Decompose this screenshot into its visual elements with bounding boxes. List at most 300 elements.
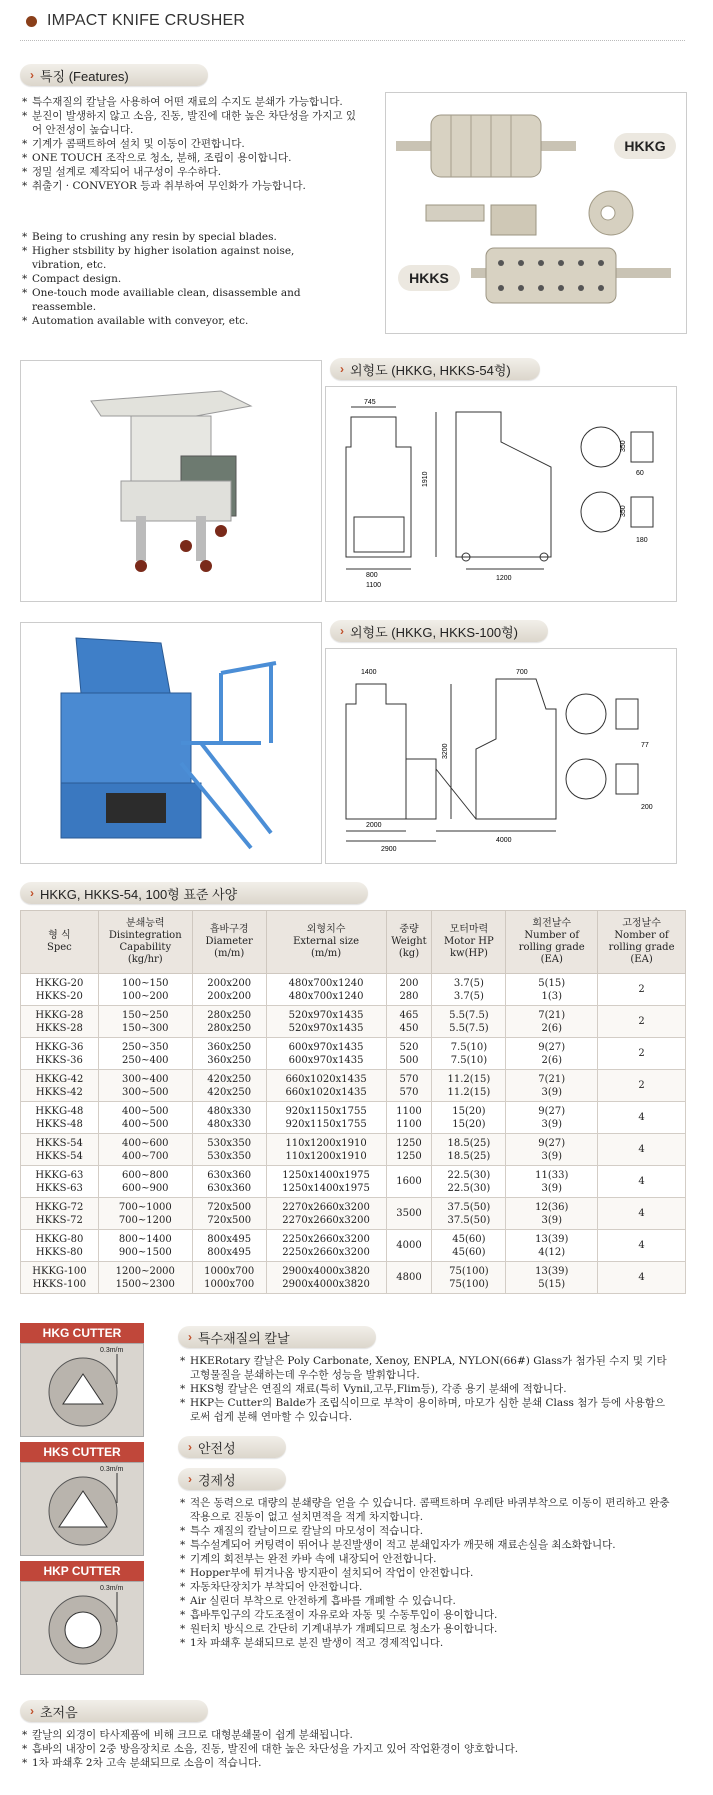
- cutter-card: [20, 1561, 144, 1675]
- cell-hp: [432, 974, 506, 1006]
- table-row: [21, 1102, 686, 1134]
- lownoise-item: * 1차 파쇄후 2차 고속 분쇄되므로 소음이 적습니다.: [22, 1756, 682, 1770]
- header-line: (kg/hr): [127, 954, 163, 965]
- blade-piece: [426, 205, 484, 221]
- header-line: (kg): [398, 948, 420, 959]
- cell-spec: [21, 1198, 99, 1230]
- cell-line: 18.5(25): [447, 1137, 491, 1149]
- cell-line: 1250: [396, 1150, 422, 1162]
- cell-ext: [266, 1230, 386, 1262]
- cell-line: HKKG-72: [35, 1201, 84, 1213]
- header-line: 모터마력: [449, 924, 489, 935]
- machine-photo-54: [20, 360, 322, 602]
- cell-line: 920x1150x1755: [285, 1105, 367, 1117]
- table-row: [21, 1230, 686, 1262]
- cell-fix: 2: [598, 1038, 686, 1070]
- cell-line: 22.5(30): [447, 1169, 491, 1181]
- spec-table: [20, 910, 686, 1294]
- cell-spec: [21, 1262, 99, 1294]
- cell-spec: [21, 974, 99, 1006]
- cell-line: 5.5(7.5): [449, 1009, 489, 1021]
- cell-cap: [98, 1230, 192, 1262]
- table-row: [21, 1038, 686, 1070]
- header-line: Number of: [524, 930, 580, 941]
- cell-line: HKKG-36: [35, 1041, 84, 1053]
- arrow-icon: ›: [188, 1440, 192, 1454]
- dim-3200: 3200: [442, 743, 449, 759]
- cell-hp: [432, 1166, 506, 1198]
- cell-line: HKKG-20: [35, 977, 84, 989]
- cutter-card: [20, 1323, 144, 1437]
- cell-dia: [192, 1070, 266, 1102]
- cell-line: 660x1020x1435: [285, 1073, 367, 1085]
- cell-line: 75(100): [449, 1278, 489, 1290]
- cell-line: 1250: [396, 1137, 422, 1149]
- header-line: Capability: [119, 942, 172, 953]
- cell-fix: 4: [598, 1262, 686, 1294]
- arrow-icon: ›: [188, 1330, 192, 1344]
- cell-wt: [386, 974, 432, 1006]
- cell-line: 480x330: [207, 1118, 252, 1130]
- cell-hp: [432, 1198, 506, 1230]
- dim-77: 77: [641, 742, 649, 749]
- cell-line: 800x495: [207, 1246, 252, 1258]
- cutter-diagram: [20, 1581, 144, 1675]
- header-line: (EA): [630, 954, 653, 965]
- safety-heading: › 안전성: [178, 1436, 286, 1458]
- header-line: Disintegration: [108, 930, 182, 941]
- header-line: 형 식: [48, 930, 71, 941]
- cell-wt: [386, 1262, 432, 1294]
- feature-item-ko: * 정밀 설계로 제작되어 내구성이 우수하다.: [22, 165, 362, 179]
- cell-hp: [432, 1262, 506, 1294]
- cell-line: 400~500: [121, 1105, 169, 1117]
- cell-line: HKKG-80: [35, 1233, 84, 1245]
- cell-fix: 4: [598, 1230, 686, 1262]
- cell-line: 9(27): [538, 1137, 566, 1149]
- cell-line: 45(60): [452, 1233, 486, 1245]
- cell-line: HKKS-20: [35, 990, 83, 1002]
- cell-line: 480x330: [207, 1105, 252, 1117]
- cell-line: 450: [399, 1022, 419, 1034]
- cell-rot: [506, 974, 598, 1006]
- header-line: Diameter: [205, 936, 253, 947]
- cell-ext: [266, 1070, 386, 1102]
- table-row: [21, 1134, 686, 1166]
- cutter-label: HKS CUTTER: [20, 1442, 144, 1462]
- cell-cap: [98, 974, 192, 1006]
- feature-item-en: * Higher stsbility by higher isolation against noise, vibration, etc.: [22, 244, 302, 272]
- cell-line: 465: [399, 1009, 419, 1021]
- table-row: [21, 1198, 686, 1230]
- header-line: (m/m): [214, 948, 245, 959]
- cell-fix: 2: [598, 974, 686, 1006]
- cell-rot: [506, 1166, 598, 1198]
- cell-line: 630x360: [207, 1169, 252, 1181]
- cell-spec: [21, 1038, 99, 1070]
- arrow-icon: ›: [340, 624, 344, 638]
- cell-line: 480x700x1240: [288, 977, 364, 989]
- cell-line: 3(9): [541, 1150, 562, 1162]
- cell-line: 280x250: [207, 1022, 252, 1034]
- cell-fix: 4: [598, 1166, 686, 1198]
- spec-col-header: [506, 911, 598, 974]
- cell-rot: [506, 1102, 598, 1134]
- feature-item-en: * Being to crushing any resin by special blades.: [22, 230, 302, 244]
- dim-1200: 1200: [496, 575, 512, 582]
- cell-rot: [506, 1134, 598, 1166]
- cell-line: 280: [399, 990, 419, 1002]
- cell-spec: [21, 1102, 99, 1134]
- cell-spec: [21, 1006, 99, 1038]
- spec-col-header: [192, 911, 266, 974]
- cell-line: 420x250: [207, 1073, 252, 1085]
- cell-line: 400~700: [121, 1150, 169, 1162]
- blade-item: * HKP는 Cutter의 Balde가 조립식이므로 부착이 용이하며, 마모가 심한 분쇄 Class 첨가 등에 사용함으로써 쉽게 분해 연마할 수 있습니다.: [180, 1396, 670, 1424]
- cell-hp: [432, 1070, 506, 1102]
- dim-1910: 1910: [422, 471, 429, 487]
- lownoise-item: * 칼날의 외경이 타사제품에 비해 크므로 대형분쇄물이 쉽게 분쇄됩니다.: [22, 1728, 682, 1742]
- cell-line: 2(6): [541, 1054, 562, 1066]
- blade-illustration: [386, 93, 686, 333]
- cell-rot: [506, 1198, 598, 1230]
- feature-item-ko: * 특수재질의 칼날을 사용하여 어떤 재료의 수지도 분쇄가 가능합니다.: [22, 95, 362, 109]
- cell-cap: [98, 1038, 192, 1070]
- cutter-diagram: [20, 1462, 144, 1556]
- cell-line: 520x970x1435: [288, 1022, 364, 1034]
- cell-ext: [266, 1102, 386, 1134]
- cell-line: 7(21): [538, 1073, 566, 1085]
- cell-dia: [192, 1230, 266, 1262]
- cell-cap: [98, 1166, 192, 1198]
- header-line: 회전날수: [532, 918, 572, 929]
- cell-line: HKKG-48: [35, 1105, 84, 1117]
- cell-line: 660x1020x1435: [285, 1086, 367, 1098]
- feature-item-ko: * 분진이 발생하지 않고 소음, 진동, 발진에 대한 높은 차단성을 가지고 있어 안전성이 높습니다.: [22, 109, 362, 137]
- header-line: External size: [293, 936, 360, 947]
- cell-line: 1000x700: [204, 1265, 255, 1277]
- cell-line: 3.7(5): [453, 977, 484, 989]
- cutter-gap: 0.3m/m: [100, 1585, 124, 1592]
- drawing-54: [325, 386, 677, 602]
- blade-item: * HKS형 칼날은 연질의 재료(특히 Vynil,고무,Flim등), 각종 용기 분쇄에 적합니다.: [180, 1382, 670, 1396]
- economy-heading: › 경제성: [178, 1468, 286, 1490]
- cell-line: 11.2(15): [447, 1086, 491, 1098]
- cell-line: 250~400: [121, 1054, 169, 1066]
- spec-col-header: [598, 911, 686, 974]
- cell-line: 530x350: [207, 1150, 252, 1162]
- dim-745: 745: [364, 399, 376, 406]
- feature-item-en: * Automation available with conveyor, etc.: [22, 314, 302, 328]
- cell-line: HKKS-36: [35, 1054, 83, 1066]
- spec-col-header: [266, 911, 386, 974]
- blade-piece: [491, 205, 536, 235]
- cutter-column: [20, 1323, 144, 1680]
- cell-line: 1600: [396, 1176, 422, 1187]
- cell-line: 300~400: [121, 1073, 169, 1085]
- cell-cap: [98, 1102, 192, 1134]
- spec-col-header: [386, 911, 432, 974]
- cell-line: 520x970x1435: [288, 1009, 364, 1021]
- spec-col-header: [98, 911, 192, 974]
- cell-hp: [432, 1038, 506, 1070]
- cell-line: 200x200: [207, 990, 252, 1002]
- arrow-icon: ›: [30, 68, 34, 82]
- cell-line: 18.5(25): [447, 1150, 491, 1162]
- cell-line: 12(36): [535, 1201, 569, 1213]
- cell-line: 2900x4000x3820: [282, 1265, 370, 1277]
- cell-line: 300~500: [121, 1086, 169, 1098]
- features-en-list: [22, 230, 302, 328]
- cell-line: 3500: [396, 1208, 422, 1219]
- cell-line: HKKS-54: [35, 1137, 83, 1149]
- machine-photo-100: [20, 622, 322, 864]
- cell-dia: [192, 1198, 266, 1230]
- cell-line: 630x360: [207, 1182, 252, 1194]
- economy-item: * 자동차단장치가 부착되어 안전합니다.: [180, 1580, 670, 1594]
- cell-wt: [386, 1102, 432, 1134]
- cell-line: HKKS-80: [35, 1246, 83, 1258]
- cell-line: 570: [399, 1073, 419, 1085]
- header-line: 흡바구경: [209, 924, 249, 935]
- cell-hp: [432, 1102, 506, 1134]
- cell-wt: [386, 1006, 432, 1038]
- cell-wt: [386, 1070, 432, 1102]
- cell-line: 2270x2660x3200: [282, 1201, 370, 1213]
- cell-line: 1250x1400x1975: [282, 1182, 370, 1194]
- cell-hp: [432, 1230, 506, 1262]
- cell-line: 800x495: [207, 1233, 252, 1245]
- dim-60: 60: [636, 470, 644, 477]
- features-ko-list: [22, 95, 362, 193]
- cell-line: 150~250: [121, 1009, 169, 1021]
- cell-line: 200: [399, 977, 419, 989]
- lownoise-list: [22, 1728, 682, 1770]
- cell-line: 3(9): [541, 1118, 562, 1130]
- cell-rot: [506, 1038, 598, 1070]
- cell-line: 7.5(10): [450, 1041, 488, 1053]
- dim-1400: 1400: [361, 669, 377, 676]
- cell-ext: [266, 1198, 386, 1230]
- cell-fix: 2: [598, 1070, 686, 1102]
- cell-cap: [98, 1198, 192, 1230]
- cell-line: 570: [399, 1086, 419, 1098]
- dwg100-heading: › 외형도 (HKKG, HKKS-100형): [330, 620, 548, 642]
- cell-line: 700~1200: [118, 1214, 172, 1226]
- cell-line: 15(20): [452, 1105, 486, 1117]
- dim-2900: 2900: [381, 846, 397, 853]
- cutter-label: HKP CUTTER: [20, 1561, 144, 1581]
- cell-line: HKKG-100: [32, 1265, 87, 1277]
- cell-cap: [98, 1006, 192, 1038]
- blade-item: * HKERotary 칼날은 Poly Carbonate, Xenoy, ENPLA, NYLON(66#) Glass가 첨가된 수지 및 기타 고형물질을 분쇄하는데 우수한 성능을 발휘합니다.: [180, 1354, 670, 1382]
- cell-line: 600x970x1435: [288, 1054, 364, 1066]
- cell-line: 5(15): [538, 977, 566, 989]
- dim-800: 800: [366, 572, 378, 579]
- cell-line: 480x700x1240: [288, 990, 364, 1002]
- cell-cap: [98, 1070, 192, 1102]
- cell-line: 600~900: [121, 1182, 169, 1194]
- header-line: Motor HP: [444, 936, 494, 947]
- cell-line: HKKG-42: [35, 1073, 84, 1085]
- cell-line: 600x970x1435: [288, 1041, 364, 1053]
- header-line: (EA): [540, 954, 563, 965]
- cell-line: 400~600: [121, 1137, 169, 1149]
- cell-hp: [432, 1006, 506, 1038]
- features-heading: › 특징 (Features): [20, 64, 208, 86]
- rotor-hkkg: [431, 115, 541, 177]
- cell-line: 22.5(30): [447, 1182, 491, 1194]
- economy-item: * Hopper부에 튀겨나옴 방지판이 설치되어 작업이 안전합니다.: [180, 1566, 670, 1580]
- dwg54-heading: › 외형도 (HKKG, HKKS-54형): [330, 358, 540, 380]
- cell-line: 1250x1400x1975: [282, 1169, 370, 1181]
- cell-spec: [21, 1230, 99, 1262]
- cell-spec: [21, 1166, 99, 1198]
- header-line: (m/m): [311, 948, 342, 959]
- cell-ext: [266, 1166, 386, 1198]
- cell-cap: [98, 1262, 192, 1294]
- feature-item-ko: * ONE TOUCH 조작으로 청소, 분해, 조립이 용이합니다.: [22, 151, 362, 165]
- cell-rot: [506, 1070, 598, 1102]
- rotor-hkks: [486, 248, 616, 303]
- cell-line: 4(12): [538, 1246, 566, 1258]
- cell-line: 600~800: [121, 1169, 169, 1181]
- table-row: [21, 1262, 686, 1294]
- header-line: 외형치수: [306, 924, 346, 935]
- header-line: Weight: [391, 936, 427, 947]
- header-line: 중량: [399, 924, 419, 935]
- cell-line: 500: [399, 1054, 419, 1066]
- arrow-icon: ›: [188, 1472, 192, 1486]
- feature-item-en: * One-touch mode availiable clean, disassemble and reassemble.: [22, 286, 302, 314]
- dim-350b: 350: [620, 505, 627, 517]
- cell-spec: [21, 1134, 99, 1166]
- header-line: 고정날수: [622, 918, 661, 929]
- cell-line: 800~1400: [118, 1233, 172, 1245]
- cell-line: 250~350: [121, 1041, 169, 1053]
- cell-dia: [192, 1262, 266, 1294]
- header-line: kw(HP): [449, 948, 488, 959]
- cell-line: 360x250: [207, 1054, 252, 1066]
- table-row: [21, 1166, 686, 1198]
- cell-line: 520: [399, 1041, 419, 1053]
- bullet-dot-icon: [26, 16, 37, 27]
- table-row: [21, 1070, 686, 1102]
- page-title: IMPACT KNIFE CRUSHER: [26, 12, 245, 30]
- spec-col-header: [21, 911, 99, 974]
- cell-line: 9(27): [538, 1041, 566, 1053]
- cell-fix: 4: [598, 1102, 686, 1134]
- label-hkks: HKKS: [398, 265, 460, 291]
- cell-line: 37.5(50): [447, 1214, 491, 1226]
- cell-line: 920x1150x1755: [285, 1118, 367, 1130]
- cell-line: 3.7(5): [453, 990, 484, 1002]
- cell-line: 2900x4000x3820: [282, 1278, 370, 1290]
- cell-line: 700~1000: [118, 1201, 172, 1213]
- cell-line: 5(15): [538, 1278, 566, 1290]
- cell-line: 360x250: [207, 1041, 252, 1053]
- drawing-100: [325, 648, 677, 864]
- economy-list: [180, 1496, 670, 1650]
- arrow-icon: ›: [30, 886, 34, 900]
- cell-line: 11.2(15): [447, 1073, 491, 1085]
- dim-2000: 2000: [366, 822, 382, 829]
- cell-line: 75(100): [449, 1265, 489, 1277]
- cutter-gap: 0.3m/m: [100, 1466, 124, 1473]
- cell-dia: [192, 1006, 266, 1038]
- cell-line: 1500~2300: [115, 1278, 175, 1290]
- cell-line: 900~1500: [118, 1246, 172, 1258]
- cell-cap: [98, 1134, 192, 1166]
- feature-item-ko: * 취출기 · CONVEYOR 등과 취부하여 무인화가 가능합니다.: [22, 179, 362, 193]
- feature-item-ko: * 기계가 콤팩트하여 설치 및 이동이 간편합니다.: [22, 137, 362, 151]
- cutter-card: [20, 1442, 144, 1556]
- cell-dia: [192, 1134, 266, 1166]
- cell-line: HKKS-42: [35, 1086, 83, 1098]
- cell-ext: [266, 1006, 386, 1038]
- economy-item: * 1차 파쇄후 분쇄되므로 분진 발생이 적고 경제적입니다.: [180, 1636, 670, 1650]
- cell-line: 9(27): [538, 1105, 566, 1117]
- dim-700: 700: [516, 669, 528, 676]
- dim-200: 200: [641, 804, 653, 811]
- cell-line: 1100: [396, 1118, 422, 1130]
- cell-dia: [192, 1102, 266, 1134]
- cell-line: 2250x2660x3200: [282, 1233, 370, 1245]
- cutter-gap: 0.3m/m: [100, 1347, 124, 1354]
- cell-fix: 4: [598, 1134, 686, 1166]
- cell-line: 530x350: [207, 1137, 252, 1149]
- lownoise-item: * 흡바의 내장이 2중 방음장치로 소음, 진동, 발진에 대한 높은 차단성을 가지고 있어 작업환경이 양호합니다.: [22, 1742, 682, 1756]
- cell-line: 2(6): [541, 1022, 562, 1034]
- cell-line: 3(9): [541, 1214, 562, 1226]
- cell-line: HKKS-100: [32, 1278, 87, 1290]
- cell-ext: [266, 974, 386, 1006]
- cell-line: 2270x2660x3200: [282, 1214, 370, 1226]
- cell-fix: 2: [598, 1006, 686, 1038]
- cell-line: 150~300: [121, 1022, 169, 1034]
- cell-line: 280x250: [207, 1009, 252, 1021]
- dim-4000: 4000: [496, 837, 512, 844]
- cell-line: HKKS-48: [35, 1118, 83, 1130]
- cell-wt: [386, 1198, 432, 1230]
- cell-rot: [506, 1262, 598, 1294]
- cell-line: 4800: [396, 1272, 422, 1283]
- cell-dia: [192, 1166, 266, 1198]
- cell-wt: [386, 1166, 432, 1198]
- blade-list: [180, 1354, 670, 1424]
- cutter-label: HKG CUTTER: [20, 1323, 144, 1343]
- spec-heading: › HKKG, HKKS-54, 100형 표준 사양: [20, 882, 368, 904]
- cell-spec: [21, 1070, 99, 1102]
- cell-line: HKKS-28: [35, 1022, 83, 1034]
- economy-item: * 특수설계되어 커팅력이 뛰어나 분진발생이 적고 분쇄입자가 깨끗해 재료손실을 최소화합니다.: [180, 1538, 670, 1552]
- cell-line: 45(60): [452, 1246, 486, 1258]
- cell-line: 720x500: [207, 1201, 252, 1213]
- cell-rot: [506, 1230, 598, 1262]
- cell-wt: [386, 1134, 432, 1166]
- cell-line: 1000x700: [204, 1278, 255, 1290]
- cell-line: 13(39): [535, 1233, 569, 1245]
- cell-line: HKKS-63: [35, 1182, 83, 1194]
- cutter-diagram: [20, 1343, 144, 1437]
- cell-line: HKKS-72: [35, 1214, 83, 1226]
- header-line: Spec: [47, 942, 72, 953]
- economy-item: * 기계의 회전부는 완전 카바 속에 내장되어 안전합니다.: [180, 1552, 670, 1566]
- cell-line: 5.5(7.5): [449, 1022, 489, 1034]
- economy-item: * 특수 재질의 칼날이므로 칼날의 마모성이 적습니다.: [180, 1524, 670, 1538]
- cell-line: 200x200: [207, 977, 252, 989]
- cell-line: 11(33): [535, 1169, 569, 1181]
